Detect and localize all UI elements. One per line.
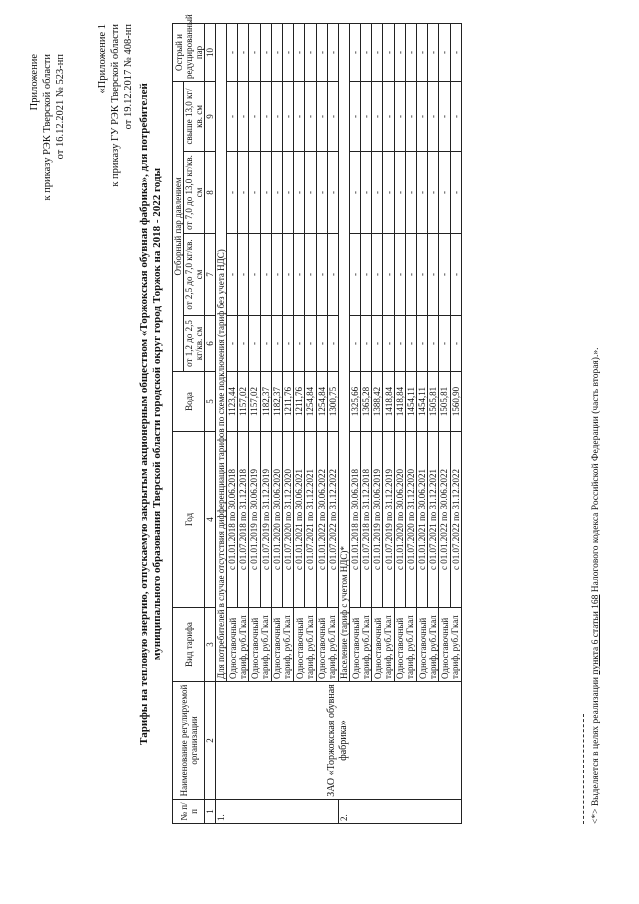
empty-value-dash: -: [349, 81, 360, 151]
empty-value-dash: -: [383, 23, 394, 81]
empty-value-dash: -: [428, 81, 439, 151]
empty-value-dash: -: [405, 152, 416, 234]
empty-value-dash: -: [282, 234, 293, 316]
order-reference: [28, 54, 67, 254]
empty-value-dash: -: [428, 23, 439, 81]
empty-value-dash: -: [383, 316, 394, 372]
empty-value-dash: -: [316, 316, 327, 372]
tariff-kind: Одноставочный тариф, руб./Гкал: [394, 608, 416, 682]
water-value: 1123,44: [227, 372, 238, 432]
tariff-kind: Одноставочный тариф, руб./Гкал: [249, 608, 271, 682]
tariff-kind: Одноставочный тариф, руб./Гкал: [349, 608, 371, 682]
water-value: 1418,84: [383, 372, 394, 432]
empty-value-dash: -: [294, 316, 305, 372]
empty-value-dash: -: [316, 152, 327, 234]
tariff-kind: Одноставочный тариф, руб./Гкал: [439, 608, 461, 682]
empty-value-dash: -: [227, 23, 238, 81]
empty-value-dash: -: [372, 23, 383, 81]
footnote-divider: [583, 714, 584, 824]
empty-value-dash: -: [383, 81, 394, 151]
empty-value-dash: -: [405, 23, 416, 81]
column-number: 10: [205, 23, 216, 81]
header-org: Наименование регулируемой организации: [173, 682, 205, 800]
empty-value-dash: -: [372, 316, 383, 372]
header-steam-group: Отборный пар давлением: [173, 81, 184, 371]
period-cell: с 01.01.2022 по 30.06.2022: [316, 432, 327, 608]
empty-value-dash: -: [450, 23, 461, 81]
section-label: Для потребителей в случае отсутствия дифференциации тарифов по схеме подключения (тариф без учета НДС): [216, 23, 227, 681]
period-cell: с 01.07.2020 по 31.12.2020: [282, 432, 293, 608]
row-number: 1.: [216, 800, 339, 824]
column-number: 2: [205, 682, 216, 800]
table-body: [216, 23, 462, 823]
empty-value-dash: -: [417, 234, 428, 316]
empty-value-dash: -: [294, 234, 305, 316]
water-value: 1300,75: [327, 372, 338, 432]
empty-value-dash: -: [249, 23, 260, 81]
column-number-row: [205, 23, 216, 823]
empty-value-dash: -: [305, 23, 316, 81]
water-value: 1254,84: [305, 372, 316, 432]
document-title: [138, 64, 164, 764]
header-row: [173, 23, 184, 823]
period-cell: с 01.07.2019 по 31.12.2019: [383, 432, 394, 608]
empty-value-dash: -: [327, 81, 338, 151]
empty-value-dash: -: [282, 81, 293, 151]
row-number: 2.: [338, 800, 461, 824]
column-number: 1: [205, 800, 216, 824]
appendix-line: от 19.12.2017 № 408-нп: [123, 24, 134, 130]
footnote-text: Налогового кодекса Российской Федерации (часть вторая).».: [591, 347, 601, 595]
column-number: 7: [205, 234, 216, 316]
empty-value-dash: -: [227, 234, 238, 316]
empty-value-dash: -: [361, 316, 372, 372]
empty-value-dash: -: [349, 234, 360, 316]
order-line: от 16.12.2021 № 523-нп: [55, 54, 66, 160]
water-value: 1560,90: [450, 372, 461, 432]
section-row: [216, 23, 227, 823]
water-value: 1211,76: [282, 372, 293, 432]
empty-value-dash: -: [405, 81, 416, 151]
column-number: 6: [205, 316, 216, 372]
empty-value-dash: -: [294, 152, 305, 234]
empty-value-dash: -: [361, 152, 372, 234]
empty-value-dash: -: [249, 316, 260, 372]
empty-value-dash: -: [439, 152, 450, 234]
header-pressure: от 1,2 до 2,5 кг/кв. см: [184, 316, 205, 372]
empty-value-dash: -: [271, 316, 282, 372]
period-cell: с 01.01.2019 по 30.06.2019: [372, 432, 383, 608]
empty-value-dash: -: [238, 81, 249, 151]
empty-value-dash: -: [227, 152, 238, 234]
empty-value-dash: -: [361, 23, 372, 81]
empty-value-dash: -: [349, 23, 360, 81]
empty-value-dash: -: [305, 316, 316, 372]
water-value: 1254,84: [316, 372, 327, 432]
empty-value-dash: -: [294, 81, 305, 151]
water-value: 1505,81: [439, 372, 450, 432]
tariff-kind: Одноставочный тариф, руб./Гкал: [294, 608, 316, 682]
empty-value-dash: -: [405, 234, 416, 316]
empty-value-dash: -: [383, 234, 394, 316]
empty-value-dash: -: [405, 316, 416, 372]
empty-value-dash: -: [394, 316, 405, 372]
header-kind: Вид тарифа: [173, 608, 205, 682]
water-value: 1505,81: [428, 372, 439, 432]
empty-value-dash: -: [372, 81, 383, 151]
empty-value-dash: -: [394, 234, 405, 316]
appendix-line: «Приложение 1: [97, 24, 108, 94]
footnote-text: <*> Выделяется в целях реализации: [591, 674, 601, 824]
empty-value-dash: -: [361, 81, 372, 151]
empty-value-dash: -: [227, 81, 238, 151]
organization-name: ЗАО «Торжокская обувная фабрика»: [216, 682, 462, 800]
tariff-kind: Одноставочный тариф, руб./Гкал: [372, 608, 394, 682]
order-line: Приложение: [29, 54, 40, 111]
title-line: Тарифы на тепловую энергию, отпускаемую закрытым акционерным обществом «Торжокская обувная фабрика», для потребителей: [138, 83, 150, 745]
water-value: 1365,28: [361, 372, 372, 432]
header-water: Вода: [173, 372, 205, 432]
water-value: 1211,76: [294, 372, 305, 432]
period-cell: с 01.01.2021 по 30.06.2021: [294, 432, 305, 608]
empty-value-dash: -: [316, 23, 327, 81]
empty-value-dash: -: [428, 316, 439, 372]
water-value: 1182,37: [271, 372, 282, 432]
tariff-kind: Одноставочный тариф, руб./Гкал: [316, 608, 338, 682]
empty-value-dash: -: [316, 234, 327, 316]
tariff-kind: Одноставочный тариф, руб./Гкал: [417, 608, 439, 682]
water-value: 1325,66: [349, 372, 360, 432]
empty-value-dash: -: [260, 234, 271, 316]
empty-value-dash: -: [316, 81, 327, 151]
period-cell: с 01.07.2018 по 31.12.2018: [361, 432, 372, 608]
empty-value-dash: -: [417, 23, 428, 81]
period-cell: с 01.07.2021 по 31.12.2021: [305, 432, 316, 608]
order-line: к приказу РЭК Тверской области: [42, 54, 53, 201]
empty-value-dash: -: [417, 316, 428, 372]
period-cell: с 01.07.2018 по 31.12.2018: [238, 432, 249, 608]
empty-value-dash: -: [394, 81, 405, 151]
empty-value-dash: -: [450, 234, 461, 316]
appendix-reference: [96, 24, 135, 264]
empty-value-dash: -: [271, 81, 282, 151]
empty-value-dash: -: [227, 316, 238, 372]
empty-value-dash: -: [238, 316, 249, 372]
empty-value-dash: -: [271, 152, 282, 234]
section-label: Население (тариф с учетом НДС)*: [338, 23, 349, 681]
water-value: 1182,37: [260, 372, 271, 432]
empty-value-dash: -: [294, 23, 305, 81]
header-year: Год: [173, 432, 205, 608]
column-number: 4: [205, 432, 216, 608]
empty-value-dash: -: [282, 316, 293, 372]
empty-value-dash: -: [417, 152, 428, 234]
water-value: 1157,02: [238, 372, 249, 432]
period-cell: с 01.01.2019 по 30.06.2019: [249, 432, 260, 608]
empty-value-dash: -: [238, 152, 249, 234]
empty-value-dash: -: [450, 81, 461, 151]
empty-value-dash: -: [428, 234, 439, 316]
empty-value-dash: -: [260, 23, 271, 81]
period-cell: с 01.07.2019 по 31.12.2019: [260, 432, 271, 608]
empty-value-dash: -: [249, 234, 260, 316]
header-pressure: от 2,5 до 7,0 кг/кв. см: [184, 234, 205, 316]
empty-value-dash: -: [260, 152, 271, 234]
period-cell: с 01.07.2020 по 31.12.2020: [405, 432, 416, 608]
empty-value-dash: -: [327, 152, 338, 234]
empty-value-dash: -: [439, 316, 450, 372]
empty-value-dash: -: [305, 81, 316, 151]
empty-value-dash: -: [428, 152, 439, 234]
empty-value-dash: -: [394, 23, 405, 81]
water-value: 1454,11: [417, 372, 428, 432]
empty-value-dash: -: [271, 23, 282, 81]
empty-value-dash: -: [238, 234, 249, 316]
empty-value-dash: -: [383, 152, 394, 234]
empty-value-dash: -: [372, 152, 383, 234]
empty-value-dash: -: [271, 234, 282, 316]
header-num: № п/ п: [173, 800, 205, 824]
period-cell: с 01.01.2020 по 30.06.2020: [271, 432, 282, 608]
period-cell: с 01.07.2021 по 31.12.2021: [428, 432, 439, 608]
empty-value-dash: -: [238, 23, 249, 81]
empty-value-dash: -: [349, 152, 360, 234]
empty-value-dash: -: [394, 152, 405, 234]
header-pressure: свыше 13,0 кг/кв. см: [184, 81, 205, 151]
period-cell: с 01.07.2022 по 31.12.2022: [450, 432, 461, 608]
empty-value-dash: -: [361, 234, 372, 316]
empty-value-dash: -: [305, 234, 316, 316]
empty-value-dash: -: [372, 234, 383, 316]
period-cell: с 01.01.2018 по 30.06.2018: [349, 432, 360, 608]
empty-value-dash: -: [439, 81, 450, 151]
empty-value-dash: -: [327, 23, 338, 81]
tariff-kind: Одноставочный тариф, руб./Гкал: [227, 608, 249, 682]
footnote-law-link[interactable]: пункта 6 статьи 168: [591, 594, 601, 675]
empty-value-dash: -: [450, 152, 461, 234]
empty-value-dash: -: [260, 81, 271, 151]
footnote: [590, 4, 602, 824]
empty-value-dash: -: [282, 152, 293, 234]
empty-value-dash: -: [327, 316, 338, 372]
water-value: 1388,42: [372, 372, 383, 432]
period-cell: с 01.01.2021 по 30.06.2021: [417, 432, 428, 608]
empty-value-dash: -: [439, 234, 450, 316]
appendix-line: к приказу ГУ РЭК Тверской области: [110, 24, 121, 187]
empty-value-dash: -: [305, 152, 316, 234]
column-number: 8: [205, 152, 216, 234]
empty-value-dash: -: [282, 23, 293, 81]
header-sharp-steam: Острый и редуцированный пар: [173, 23, 205, 81]
empty-value-dash: -: [417, 81, 428, 151]
title-line: муниципального образования Тверской области городской округ город Торжок на 2018 - 2022 годы: [151, 167, 163, 661]
empty-value-dash: -: [249, 152, 260, 234]
water-value: 1454,11: [405, 372, 416, 432]
empty-value-dash: -: [327, 234, 338, 316]
period-cell: с 01.01.2020 по 30.06.2020: [394, 432, 405, 608]
header-pressure: от 7,0 до 13,0 кг/кв. см: [184, 152, 205, 234]
water-value: 1157,02: [249, 372, 260, 432]
empty-value-dash: -: [249, 81, 260, 151]
empty-value-dash: -: [450, 316, 461, 372]
column-number: 3: [205, 608, 216, 682]
empty-value-dash: -: [349, 316, 360, 372]
column-number: 5: [205, 372, 216, 432]
tariff-table: [172, 14, 462, 824]
period-cell: с 01.01.2022 по 30.06.2022: [439, 432, 450, 608]
column-number: 9: [205, 81, 216, 151]
empty-value-dash: -: [439, 23, 450, 81]
water-value: 1418,84: [394, 372, 405, 432]
period-cell: с 01.01.2018 по 30.06.2018: [227, 432, 238, 608]
empty-value-dash: -: [260, 316, 271, 372]
period-cell: с 01.07.2022 по 31.12.2022: [327, 432, 338, 608]
tariff-kind: Одноставочный тариф, руб./Гкал: [271, 608, 293, 682]
